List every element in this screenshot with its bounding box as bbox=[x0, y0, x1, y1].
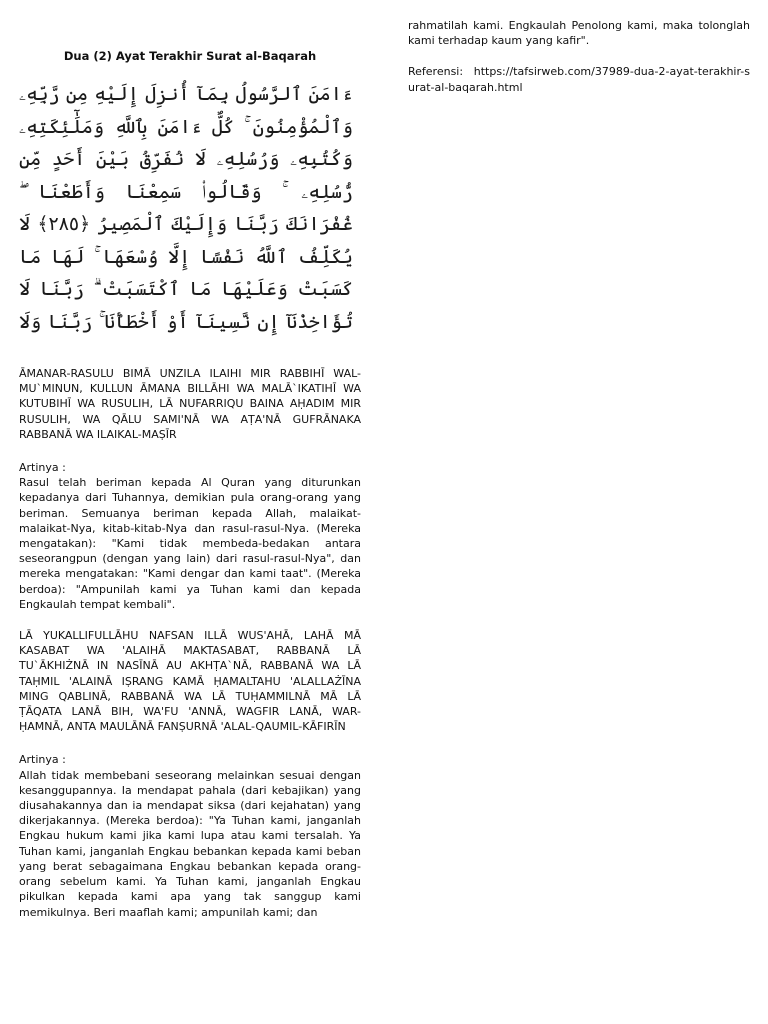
translation-285: Rasul telah beriman kepada Al Quran yang diturunkan kepadanya dari Tuhannya, demikian pula orang-orang yang beriman. Semuanya beriman kepada Allah, malaikat-malaikat-Nya, kitab-kitab-Nya dan rasul-rasul-Nya. (Mereka mengatakan): "Kami tidak membeda-bedakan antara seseorangpun (dengan yang lain) dari rasul-rasul-Nya", dan mereka mengatakan: "Kami dengar dan kami taat". (Mereka berdoa): "Ampunilah kami ya Tuhan kami dan kepada Engkaulah tempat kembali". bbox=[19, 476, 361, 611]
transliteration-286: LĀ YUKALLIFULLĀHU NAFSAN ILLĀ WUS'AHĀ, LAHĀ MĀ KASABAT WA 'ALAIHĀ MAKTASABAT, RABBANĀ LĀ TU`ĀKHIŻNĀ IN NASĪNĀ AU AKHṬA`NĀ, RABBANĀ WA LĀ TAḤMIL 'ALAINĀ IṢRANG KAMĀ ḤAMALTAHU 'ALALLAŻĪNA MING QABLINĀ, RABBANĀ WA LĀ TUḤAMMILNĀ MĀ LĀ ṬĀQATA LANĀ BIH, WA'FU 'ANNĀ, WAGFIR LANĀ, WAR-ḤAMNĀ, ANTA MAULĀNĀ FANṢURNĀ 'ALAL-QAUMIL-KĀFIRĪN bbox=[19, 629, 361, 734]
translation-286: Allah tidak membebani seseorang melainkan sesuai dengan kesanggupannya. Ia mendapat pahala (dari kebajikan) yang diusahakannya dan ia mendapat siksa (dari kejahatan) yang dikerjakannya. (Mereka berdoa): "Ya Tuhan kami, janganlah Engkau hukum kami jika kami lupa atau kami tersalah. Ya Tuhan kami, janganlah Engkau bebankan kepada kami beban yang berat sebagaimana Engkau bebankan kepada orang-orang sebelum kami. Ya Tuhan kami, janganlah Engkau pikulkan kepada kami apa yang tak sanggup kami memikulnya. Beri maaflah kami; ampunilah kami; dan bbox=[19, 768, 361, 919]
artinya-label-285: Artinya : bbox=[19, 461, 66, 475]
right-column bbox=[408, 18, 750, 95]
page-title: Dua (2) Ayat Terakhir Surat al-Baqarah bbox=[63, 49, 317, 63]
reference bbox=[408, 64, 750, 94]
reference-label: Referensi: bbox=[408, 65, 464, 79]
artinya-label-286: Artinya : bbox=[19, 753, 66, 767]
translation-286-continuation: rahmatilah kami. Engkaulah Penolong kami, maka tolonglah kami terhadap kaum yang kafir". bbox=[408, 19, 750, 48]
transliteration-285: ĀMANAR-RASULU BIMĀ UNZILA ILAIHI MIR RABBIHĪ WAL-MU`MINUN, KULLUN ĀMANA BILLĀHI WA MALĀ`IKATIHĪ WA KUTUBIHĪ WA RUSULIH, LĀ NUFARRIQU BAINA AḤADIM MIR RUSULIH, WA QĀLU SAMI'NĀ WA AṬA'NĀ GUFRĀNAKA RABBANĀ WA ILAIKAL-MAṢĪR bbox=[19, 367, 361, 441]
left-column bbox=[19, 48, 361, 920]
arabic-verse-block: ءَامَنَ ٱلرَّسُولُ بِمَآ أُنزِلَ إِلَيْهِ مِن رَّبِّهِۦ وَٱلْمُؤْمِنُونَ ۚ كُلٌّ ءَامَنَ بِٱللَّهِ وَمَلَٰٓئِكَتِهِۦ وَكُتُبِهِۦ وَرُسُلِهِۦ لَا نُفَرِّقُ بَيْنَ أَحَدٍ مِّن رُّسُلِهِۦ ۚ وَقَالُوا۟ سَمِعْنَا وَأَطَعْنَا ۖ غُفْرَانَكَ رَبَّنَا وَإِلَيْكَ ٱلْمَصِيرُ ﴿٢٨٥﴾ لَا يُكَلِّفُ ٱللَّهُ نَفْسًا إِلَّا وُسْعَهَا ۚ لَهَا مَا كَسَبَتْ وَعَلَيْهَا مَا ٱكْتَسَبَتْ ۗ رَبَّنَا لَا تُؤَاخِذْنَآ إِن نَّسِينَآ أَوْ أَخْطَأْنَا ۚ رَبَّنَا وَلَا bbox=[19, 83, 353, 333]
reference-link[interactable]: https://tafsirweb.com/37989-dua-2-ayat-terakhir-surat-al-baqarah.html bbox=[408, 65, 750, 94]
